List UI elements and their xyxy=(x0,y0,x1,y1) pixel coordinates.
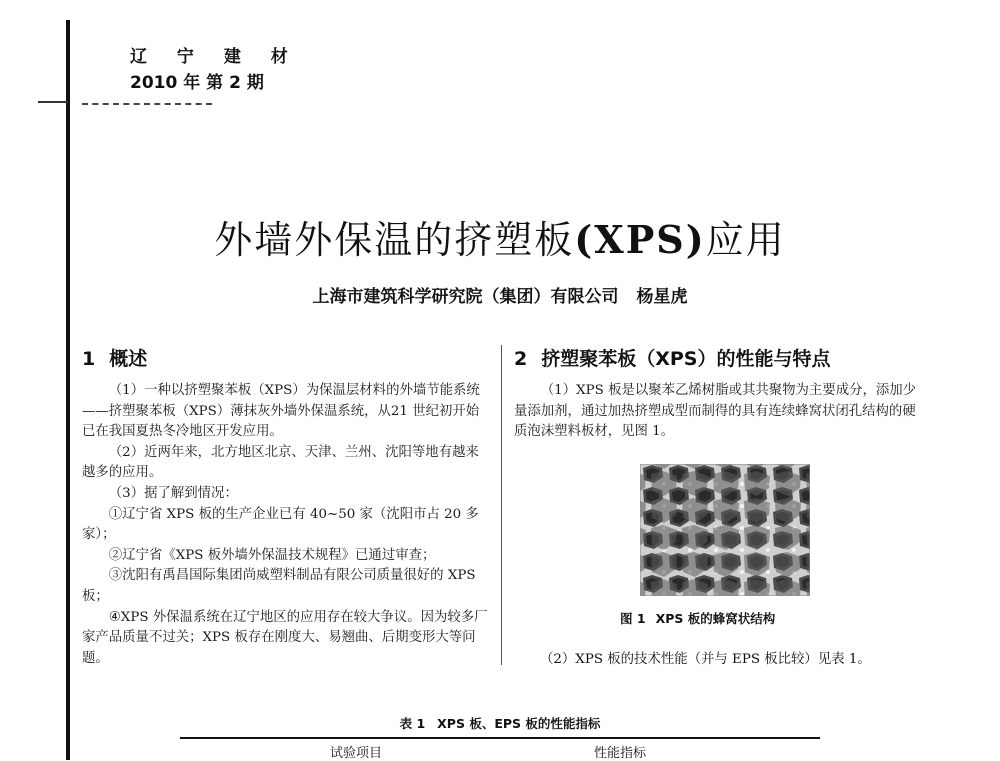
section-2-paragraph-2: （2）XPS 板的技术性能（并与 EPS 板比较）见表 1。 xyxy=(540,652,871,667)
header-dashed-rule xyxy=(82,103,212,105)
title-part-1: 外墙外保温的挤塑板 xyxy=(214,218,575,263)
paragraph: （2）近两年来，北方地区北京、天津、兰州、沈阳等地有越来越多的应用。 xyxy=(82,444,479,481)
figure-1-caption-text: XPS 板的蜂窝状结构 xyxy=(655,611,776,626)
section-1-heading xyxy=(82,344,147,371)
journal-name: 辽 宁 建 材 xyxy=(130,47,300,67)
figure-1-honeycomb-image xyxy=(640,464,810,596)
table-1-caption xyxy=(0,714,1000,732)
paragraph: ④XPS 外保温系统在辽宁地区的应用存在较大争议。因为较多厂家产品质量不过关；XPS 板存在刚度大、易翘曲、后期变形大等问题。 xyxy=(82,609,488,666)
table-1-caption-text: XPS 板、EPS 板的性能指标 xyxy=(437,716,601,731)
title-part-latin: (XPS) xyxy=(574,217,706,263)
section-2-title: 挤塑聚苯板（XPS）的性能与特点 xyxy=(541,348,831,370)
section-1-number: 1 xyxy=(82,348,96,370)
section-2-number: 2 xyxy=(514,348,528,370)
figure-1-label: 图 1 xyxy=(620,611,646,626)
paragraph: （3）据了解到情况： xyxy=(108,485,238,501)
column-divider xyxy=(501,345,502,665)
paragraph: ①辽宁省 XPS 板的生产企业已有 40~50 家（沈阳市占 20 多家）； xyxy=(82,506,479,543)
header-tick-mark xyxy=(38,101,68,103)
journal-header xyxy=(130,44,300,96)
title-part-2: 应用 xyxy=(705,218,786,263)
section-2-heading xyxy=(514,344,831,371)
table-1-top-rule xyxy=(180,737,820,739)
figure-1-caption xyxy=(620,609,775,627)
paragraph: （1）一种以挤塑聚苯板（XPS）为保温层材料的外墙节能系统——挤塑聚苯板（XPS）薄抹灰外墙外保温系统，从21 世纪初开始已在我国夏热冬冷地区开发应用。 xyxy=(82,383,480,440)
table-1-label: 表 1 xyxy=(399,716,426,731)
section-1-body xyxy=(82,381,492,669)
author-line xyxy=(0,282,1000,307)
section-1-title: 概述 xyxy=(109,348,148,370)
journal-issue: 2010 年 第 2 期 xyxy=(130,73,264,93)
article-title xyxy=(0,209,1000,264)
paragraph: （1）XPS 板是以聚苯乙烯树脂或其共聚物为主要成分，添加少量添加剂，通过加热挤塑成型而制得的具有连续蜂窝状闭孔结构的硬质泡沫塑料板材，见图 1。 xyxy=(514,383,917,440)
author-affiliation: 上海市建筑科学研究院（集团）有限公司 xyxy=(312,287,619,307)
page-left-rule xyxy=(66,20,70,760)
paragraph: ③沈阳有禹昌国际集团尚威塑料制品有限公司质量很好的 XPS 板； xyxy=(82,568,476,604)
author-name: 杨星虎 xyxy=(636,287,688,307)
paragraph: ②辽宁省《XPS 板外墙外保温技术规程》已通过审查； xyxy=(108,547,436,563)
table-header-performance: 性能指标 xyxy=(594,746,647,761)
table-header-test-item: 试验项目 xyxy=(330,746,383,761)
section-2-body xyxy=(514,381,926,443)
